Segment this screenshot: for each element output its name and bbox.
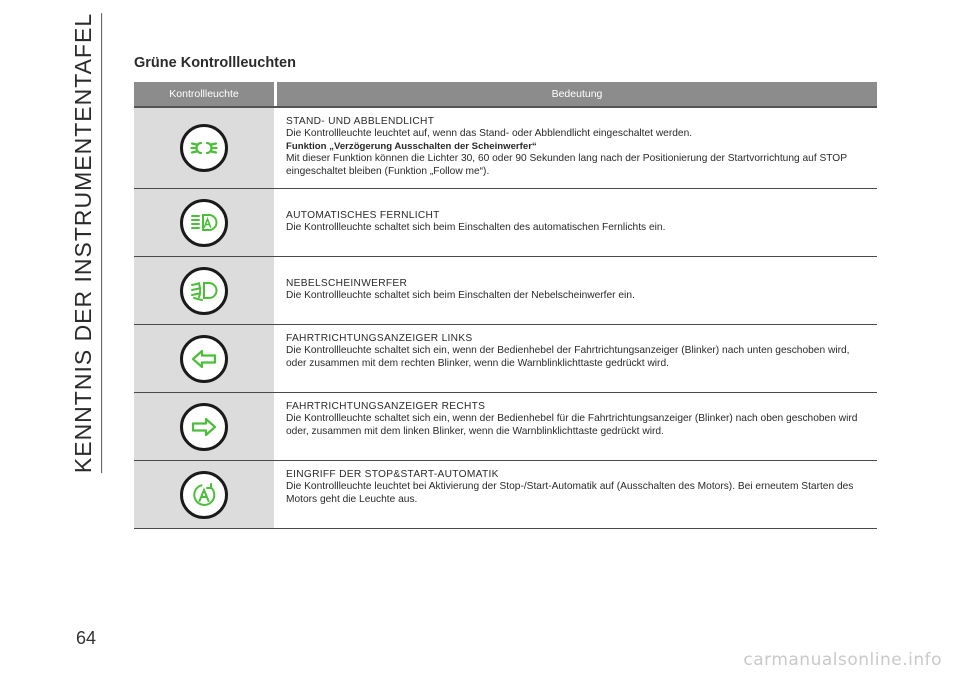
watermark: carmanualsonline.info xyxy=(743,650,942,670)
table-row xyxy=(134,257,877,325)
table-row xyxy=(134,461,877,529)
start-stop-icon xyxy=(180,471,228,519)
row-title: FAHRTRICHTUNGSANZEIGER LINKS xyxy=(286,333,473,344)
table-row xyxy=(134,325,877,393)
row-title: AUTOMATISCHES FERNLICHT xyxy=(286,210,440,221)
warning-lamp-table xyxy=(134,82,877,529)
row-subtitle: Funktion „Verzögerung Ausschalten der Scheinwerfer“ xyxy=(286,140,537,152)
header-lamp: Kontrollleuchte xyxy=(169,88,239,100)
turn-right-arrow-icon xyxy=(180,403,228,451)
row-text-2: Mit dieser Funktion können die Lichter 30, 60 oder 90 Sekunden lang nach der Positionierung der Startvorrichtung auf STOP eingeschaltet bleiben (Funktion „Follow me“). xyxy=(286,153,847,177)
header-meaning: Bedeutung xyxy=(551,88,603,100)
turn-left-arrow-icon xyxy=(180,335,228,383)
row-title: EINGRIFF DER STOP&START-AUTOMATIK xyxy=(286,469,499,480)
auto-high-beam-icon xyxy=(180,199,228,247)
table-header xyxy=(134,82,877,108)
section-title: Grüne Kontrollleuchten xyxy=(134,55,296,71)
row-text: Die Kontrollleuchte schaltet sich ein, wenn der Bedienhebel der Fahrtrichtungsanzeiger (Blinker) nach unten geschoben wird, oder zusammen mit dem rechten Blinker, wenn die Warnblinklichttaste gedrückt wird. xyxy=(286,345,850,369)
page-number: 64 xyxy=(76,628,97,648)
chapter-sidebar xyxy=(58,12,114,474)
side-lights-icon xyxy=(180,124,228,172)
row-title: FAHRTRICHTUNGSANZEIGER RECHTS xyxy=(286,401,486,412)
row-text: Die Kontrollleuchte leuchtet bei Aktivierung der Stop-/Start-Automatik auf (Ausschalten des Motors). Bei erneutem Starten des Motors geht die Leuchte aus. xyxy=(286,481,854,505)
chapter-title: KENNTNIS DER INSTRUMENTENTAFEL xyxy=(70,13,102,473)
row-title: STAND- UND ABBLENDLICHT xyxy=(286,116,435,127)
row-text: Die Kontrollleuchte schaltet sich beim Einschalten des automatischen Fernlichts ein. xyxy=(286,222,666,234)
table-row xyxy=(134,189,877,257)
fog-light-icon xyxy=(180,267,228,315)
row-text: Die Kontrollleuchte leuchtet auf, wenn das Stand- oder Abblendlicht eingeschaltet werden. xyxy=(286,128,693,140)
table-row xyxy=(134,108,877,189)
row-text: Die Kontrollleuchte schaltet sich beim Einschalten der Nebelscheinwerfer ein. xyxy=(286,290,635,302)
table-row xyxy=(134,393,877,461)
row-title: NEBELSCHEINWERFER xyxy=(286,278,408,289)
row-text: Die Kontrollleuchte schaltet sich ein, wenn der Bedienhebel für die Fahrtrichtungsanzeiger (Blinker) nach oben geschoben wird oder, zusammen mit dem linken Blinker, wenn die Warnblinklichttaste gedrückt wird. xyxy=(286,413,858,437)
